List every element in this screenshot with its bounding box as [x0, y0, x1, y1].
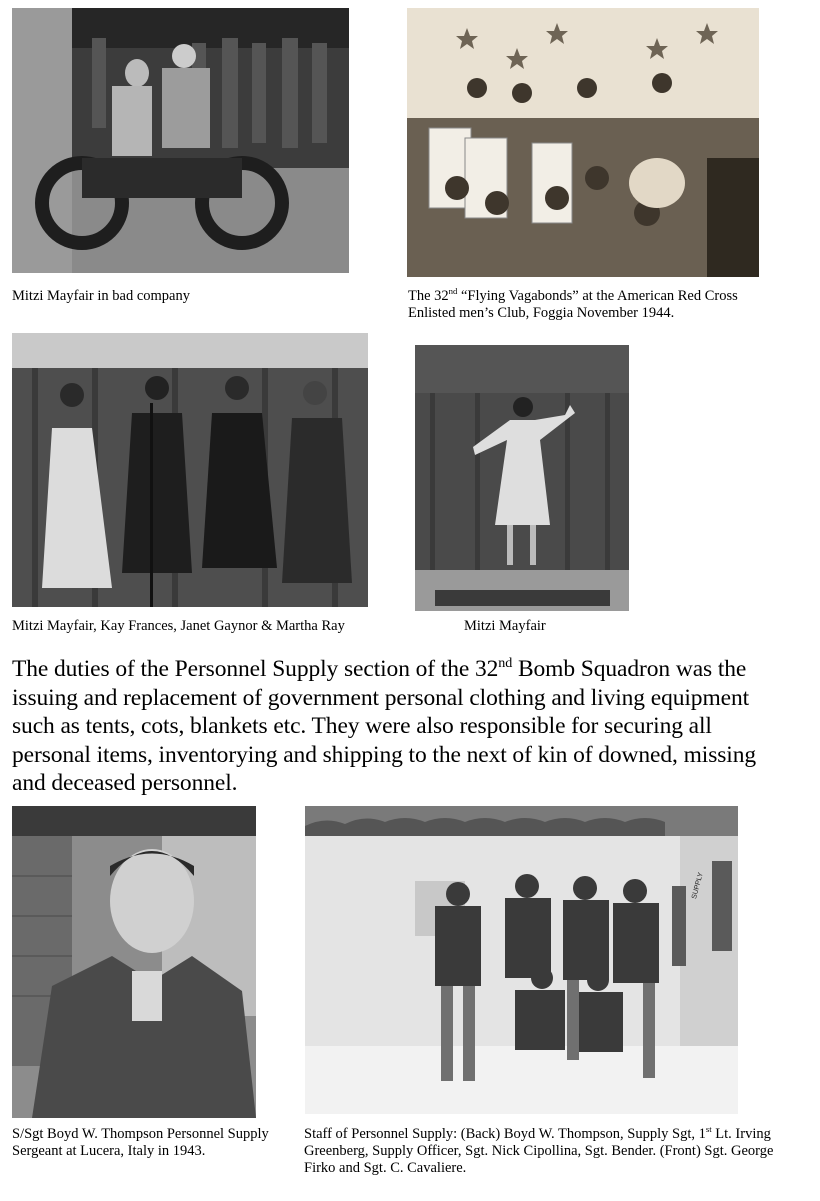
caption-four-performers: Mitzi Mayfair, Kay Frances, Janet Gaynor & Martha Ray	[12, 618, 345, 634]
caption-superscript: st	[705, 1124, 712, 1135]
supply-sign: SUPPLY	[691, 871, 705, 900]
caption-superscript: nd	[448, 286, 458, 297]
caption-supply-staff	[304, 1126, 774, 1177]
caption-mitzi-stage: Mitzi Mayfair	[464, 618, 546, 634]
paragraph-superscript: nd	[498, 655, 513, 672]
caption-text: The 32	[408, 288, 449, 304]
photo-flying-vagabonds	[407, 8, 759, 277]
photo-supply-staff	[305, 806, 738, 1114]
photo-four-performers	[12, 333, 368, 607]
caption-text: Lt. Irving Greenberg, Supply Officer, Sgt. Nick Cipollina, Sgt. Bender. (Front) Sgt. George Firko and Sgt. C. Cavaliere.	[304, 1126, 774, 1176]
photo-mitzi-motorcycle	[12, 8, 349, 273]
paragraph-text: The duties of the Personnel Supply section of the 32	[12, 656, 499, 682]
photo-thompson-portrait	[12, 806, 256, 1118]
caption-text: “Flying Vagabonds” at the American Red Cross Enlisted men’s Club, Foggia November 1944.	[408, 288, 738, 321]
caption-flying-vagabonds	[408, 288, 778, 322]
caption-thompson-portrait: S/Sgt Boyd W. Thompson Personnel Supply Sergeant at Lucera, Italy in 1943.	[12, 1126, 269, 1159]
paragraph-text: Bomb Squadron was the issuing and replacement of government personal clothing and living equipment such as tents, cots, blankets etc. They were also responsible for securing all personal items, inventorying and shipping to the next of kin of downed, missing and deceased personnel.	[12, 656, 757, 796]
body-paragraph	[12, 655, 792, 798]
caption-mitzi-motorcycle: Mitzi Mayfair in bad company	[12, 288, 190, 304]
photo-mitzi-stage	[415, 345, 629, 611]
caption-text: Staff of Personnel Supply: (Back) Boyd W. Thompson, Supply Sgt, 1	[304, 1126, 706, 1142]
